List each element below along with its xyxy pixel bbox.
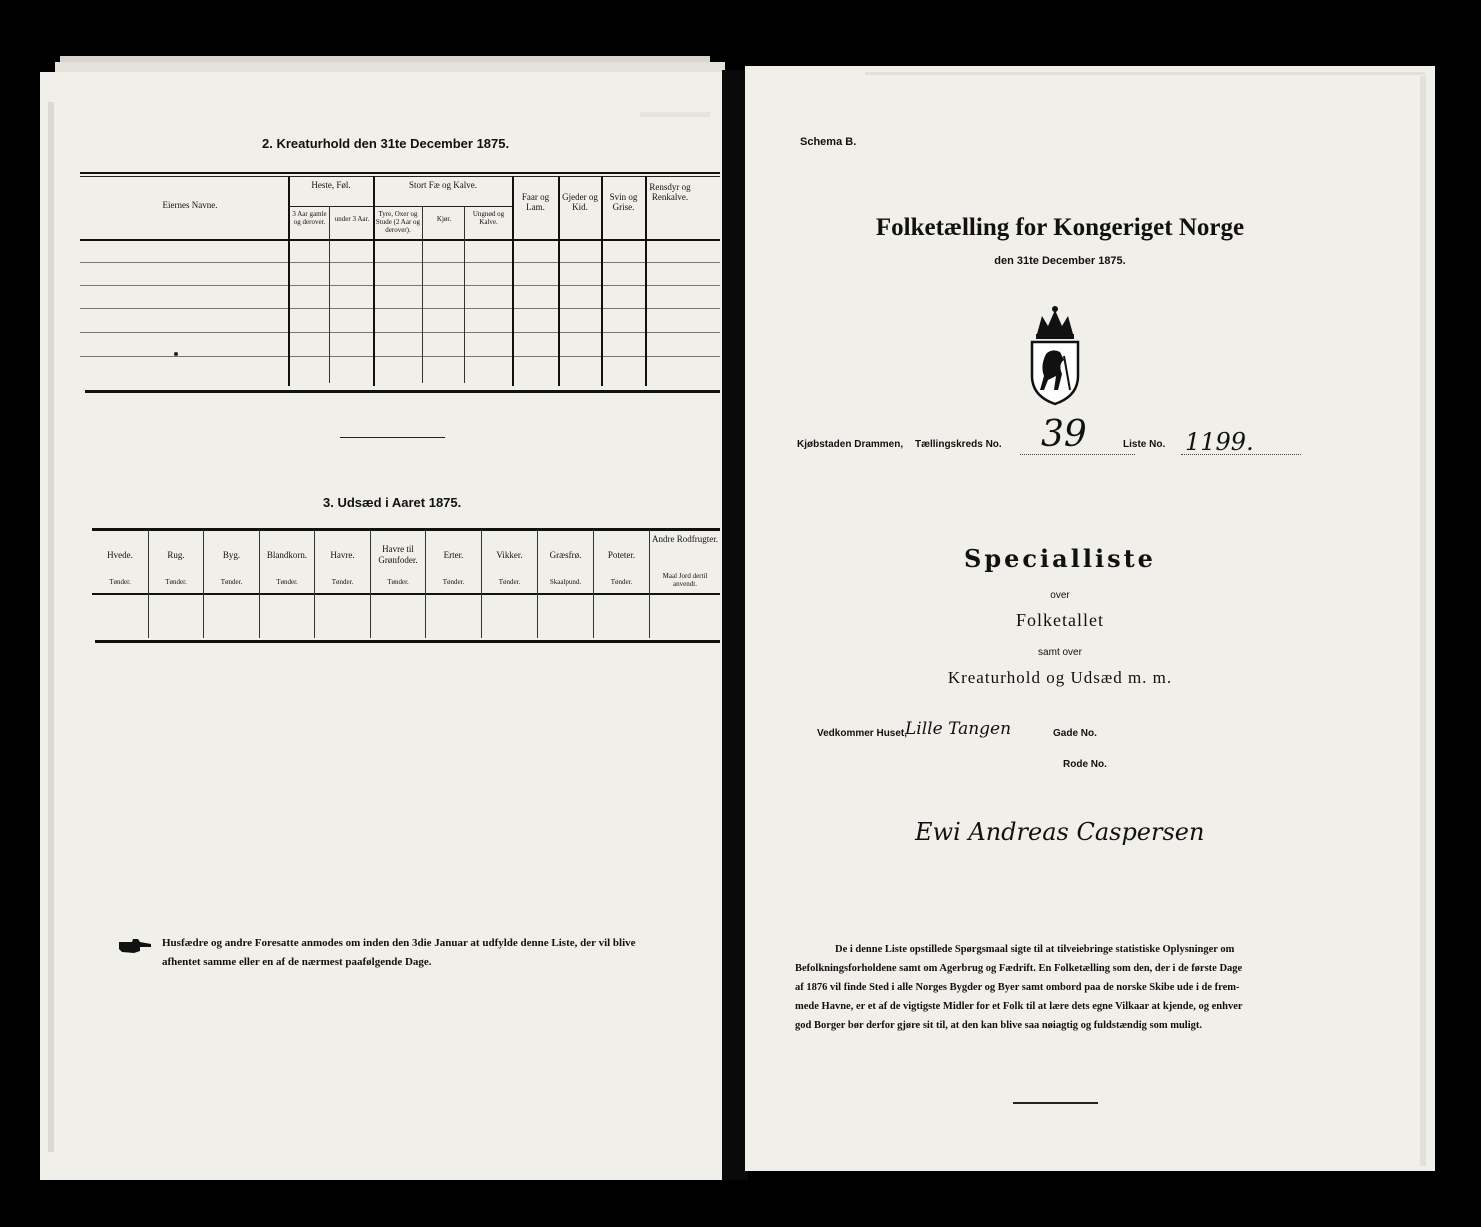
group-rule [289, 206, 512, 207]
column-unit: Tønder. [610, 578, 633, 586]
owner-header: Eiernes Navne. [162, 200, 218, 210]
column-header: Gjeder og Kid. [562, 192, 598, 212]
column-unit: Skaalpund. [549, 578, 582, 586]
coat-of-arms-icon [1028, 304, 1082, 408]
column-header: Blandkorn. [266, 550, 308, 560]
house-name: Lille Tangen [905, 719, 1012, 739]
left-page [40, 72, 725, 1180]
kreaturhold-heading: Kreaturhold og Udsæd m. m. [947, 668, 1173, 687]
column-header: Andre Rodfrugter. [652, 534, 718, 544]
ink-dot [174, 352, 178, 356]
handwritten-signature: Ewi Andreas Caspersen [915, 818, 1205, 846]
column-rule [288, 176, 290, 386]
liste-label: Liste No. [1123, 439, 1166, 450]
notice-line-1: Husfædre og andre Foresatte anmodes om inden den 3die Januar at udfylde denne Liste, der vil blive [162, 937, 636, 949]
closing-rule [1013, 1102, 1098, 1104]
column-unit: Tønder. [165, 578, 187, 586]
right-page [745, 66, 1435, 1171]
column-unit: Tønder. [387, 578, 409, 586]
samt-over-label: samt over [1038, 647, 1082, 658]
table-row-rule [80, 356, 720, 357]
subheader: Ungnød og Kalve. [472, 210, 505, 226]
table-bottom-rule [95, 640, 720, 643]
column-rule [645, 176, 647, 386]
table-bottom-rule [85, 390, 720, 393]
subheader: 3 Aar gamle og derover. [292, 210, 327, 226]
table-row-rule [80, 262, 720, 263]
table-header-rule [80, 239, 720, 241]
pointing-hand-icon [118, 938, 152, 954]
schema-label: Schema B. [800, 136, 857, 148]
column-unit: Tønder. [442, 578, 465, 586]
page-margin-shadow [1420, 76, 1426, 1166]
group-header-stort-fae: Stort Fæ og Kalve. [408, 180, 477, 190]
main-title: Folketælling for Kongeriget Norge [875, 214, 1245, 241]
paragraph-line: god Borger bør derfor gjøre sit til, at den kan blive saa nøiagtig og fuldstændig som muligt. [795, 1020, 1202, 1031]
column-header: Rensdyr og Renkalve. [649, 182, 691, 202]
table-top-rule [80, 176, 720, 177]
bleed-through-mark [640, 112, 710, 117]
column-unit: Tønder. [498, 578, 521, 586]
column-header: Erter. [443, 550, 464, 560]
column-header: Byg. [222, 550, 241, 560]
column-header: Rug. [167, 550, 185, 560]
liste-value: 1199. [1185, 428, 1254, 456]
column-header: Poteter. [607, 550, 636, 560]
column-header: Faar og Lam. [521, 192, 550, 212]
column-unit: Tønder. [331, 578, 354, 586]
column-rule [422, 207, 423, 383]
paragraph-line: mede Havne, er et af de vigtigste Midler for et Folk til at lære dets egne Vilkaar at kjende, og enhver [795, 1001, 1243, 1012]
table-row-rule [80, 285, 720, 286]
over-label: over [1050, 590, 1070, 601]
subheader: Tyre, Oxer og Stude (2 Aar og derover). [375, 210, 421, 234]
column-unit: Maal Jord dertil anvendt. [662, 572, 708, 588]
specialliste-heading: Specialliste [964, 544, 1156, 573]
bleed-through-mark [865, 72, 1425, 75]
vedkommer-label: Vedkommer Huset, [817, 728, 908, 739]
rode-label: Rode No. [1063, 759, 1107, 770]
column-unit: Tønder. [276, 578, 298, 586]
column-header: Havre. [330, 550, 355, 560]
table-row-rule [80, 308, 720, 309]
table-top-rule [80, 172, 720, 174]
column-header: Græsfrø. [549, 550, 582, 560]
column-header: Havre til Grønfoder. [378, 544, 418, 565]
section3-title: 3. Udsæd i Aaret 1875. [323, 495, 462, 510]
column-header: Hvede. [107, 550, 133, 560]
paragraph-line: De i denne Liste opstillede Spørgsmaal sigte til at tilveiebringe statistiske Oplysninger om [835, 944, 1235, 955]
kreds-label: Tællingskreds No. [915, 439, 1002, 450]
column-rule [329, 207, 330, 383]
kreds-value: 39 [1041, 414, 1087, 455]
folketallet-heading: Folketallet [1016, 610, 1104, 630]
column-header: Vikker. [496, 550, 523, 560]
separator-rule [340, 437, 445, 438]
subheader: under 3 Aar. [334, 215, 370, 223]
column-rule [464, 207, 465, 383]
notice-line-2: afhentet samme eller en af de nærmest paafølgende Dage. [162, 956, 432, 968]
census-date: den 31te December 1875. [994, 255, 1126, 267]
column-header: Svin og Grise. [609, 192, 638, 212]
page-margin-shadow [48, 102, 54, 1152]
table-row-rule [80, 332, 720, 333]
table-top-rule [92, 528, 720, 531]
table-header-rule [92, 593, 720, 595]
column-unit: Tønder. [109, 578, 131, 586]
group-header-heste: Heste, Føl. [311, 180, 351, 190]
paragraph-line: Befolkningsforholdene samt om Agerbrug og Fædrift. En Folketælling som den, der i de første Dage [795, 963, 1243, 974]
kjobstaden-label: Kjøbstaden Drammen, [797, 439, 904, 450]
column-rule [373, 176, 375, 386]
column-unit: Tønder. [220, 578, 243, 586]
gade-label: Gade No. [1053, 728, 1097, 739]
subheader: Kjør. [436, 215, 452, 223]
paragraph-line: af 1876 vil finde Sted i alle Norges Bygder og Byer samt ombord paa de norske Skibe ude i de frem- [795, 982, 1240, 993]
section2-title: 2. Kreaturhold den 31te December 1875. [262, 136, 510, 151]
